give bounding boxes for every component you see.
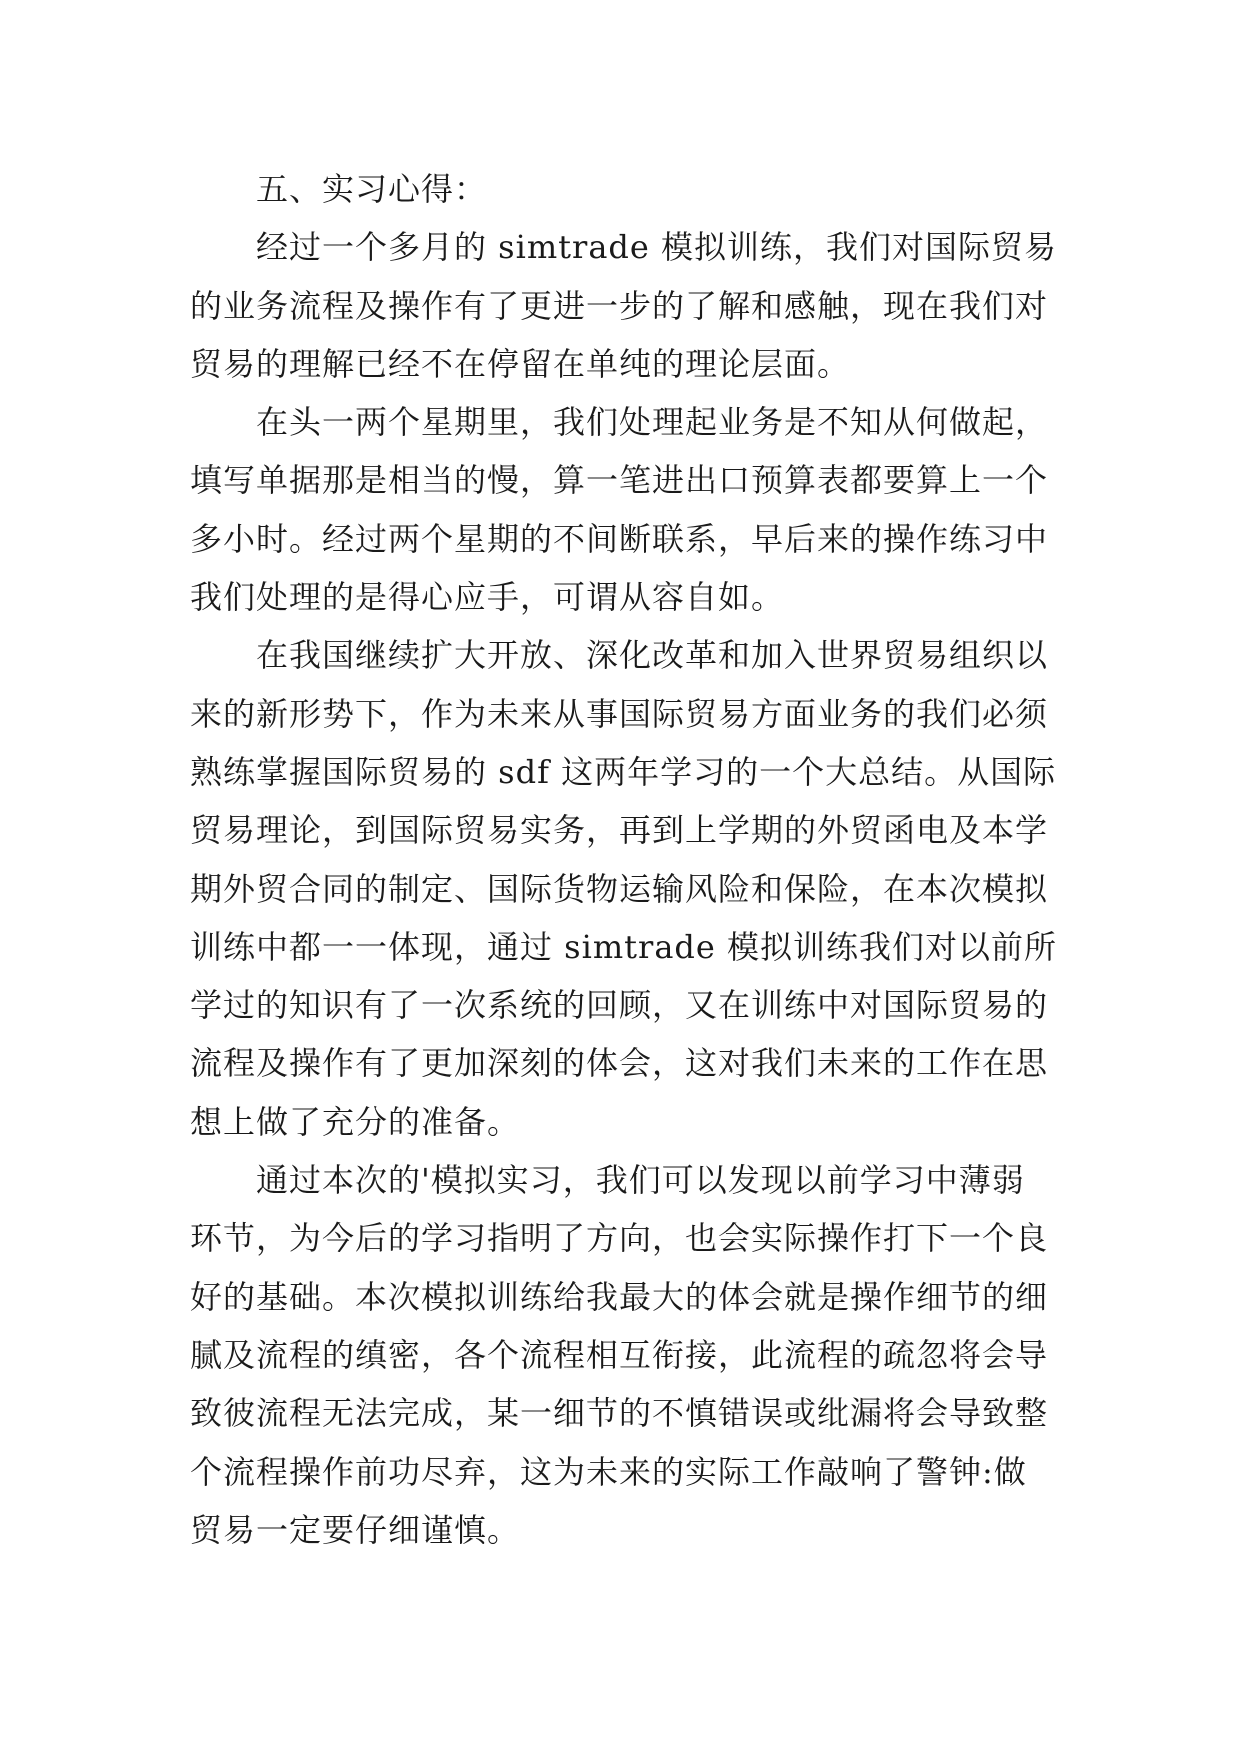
text-line: 贸易的理解已经不在停留在单纯的理论层面。 — [190, 344, 851, 383]
text-line: 来的新形势下，作为未来从事国际贸易方面业务的我们必须 — [190, 694, 1049, 733]
text-line: 通过本次的'模拟实习，我们可以发现以前学习中薄弱 — [256, 1161, 1025, 1200]
text-line: 经过一个多月的 simtrade 模拟训练，我们对国际贸易 — [256, 228, 1058, 267]
text-line: 的业务流程及操作有了更进一步的了解和感触，现在我们对 — [190, 286, 1049, 325]
document-body — [190, 160, 1060, 1559]
text-line: 多小时。经过两个星期的不间断联系，早后来的操作练习中 — [190, 519, 1049, 558]
text-line: 个流程操作前功尽弃，这为未来的实际工作敲响了警钟:做 — [190, 1452, 1027, 1491]
text-line: 想上做了充分的准备。 — [190, 1102, 521, 1141]
text-line: 腻及流程的缜密，各个流程相互衔接，此流程的疏忽将会导 — [190, 1335, 1049, 1374]
text-line: 填写单据那是相当的慢，算一笔进出口预算表都要算上一个 — [190, 461, 1049, 500]
text-line: 我们处理的是得心应手，可谓从容自如。 — [190, 578, 785, 617]
text-line: 学过的知识有了一次系统的回顾，又在训练中对国际贸易的 — [190, 986, 1049, 1025]
text-line: 环节，为今后的学习指明了方向，也会实际操作打下一个良 — [190, 1219, 1049, 1258]
text-line: 流程及操作有了更加深刻的体会，这对我们未来的工作在思 — [190, 1044, 1049, 1083]
text-line: 好的基础。本次模拟训练给我最大的体会就是操作细节的细 — [190, 1277, 1049, 1316]
text-line: 在我国继续扩大开放、深化改革和加入世界贸易组织以 — [256, 636, 1049, 675]
text-line: 贸易理论，到国际贸易实务，再到上学期的外贸函电及本学 — [190, 811, 1049, 850]
text-line: 期外贸合同的制定、国际货物运输风险和保险，在本次模拟 — [190, 869, 1049, 908]
text-line: 贸易一定要仔细谨慎。 — [190, 1510, 521, 1549]
text-line: 熟练掌握国际贸易的 sdf 这两年学习的一个大总结。从国际 — [190, 752, 1057, 791]
text-line: 在头一两个星期里，我们处理起业务是不知从何做起， — [256, 403, 1049, 442]
text-line: 致彼流程无法完成，某一细节的不慎错误或纰漏将会导致整 — [190, 1394, 1049, 1433]
text-line: 训练中都一一体现，通过 simtrade 模拟训练我们对以前所 — [190, 927, 1058, 966]
section-heading: 五、实习心得： — [256, 170, 488, 208]
